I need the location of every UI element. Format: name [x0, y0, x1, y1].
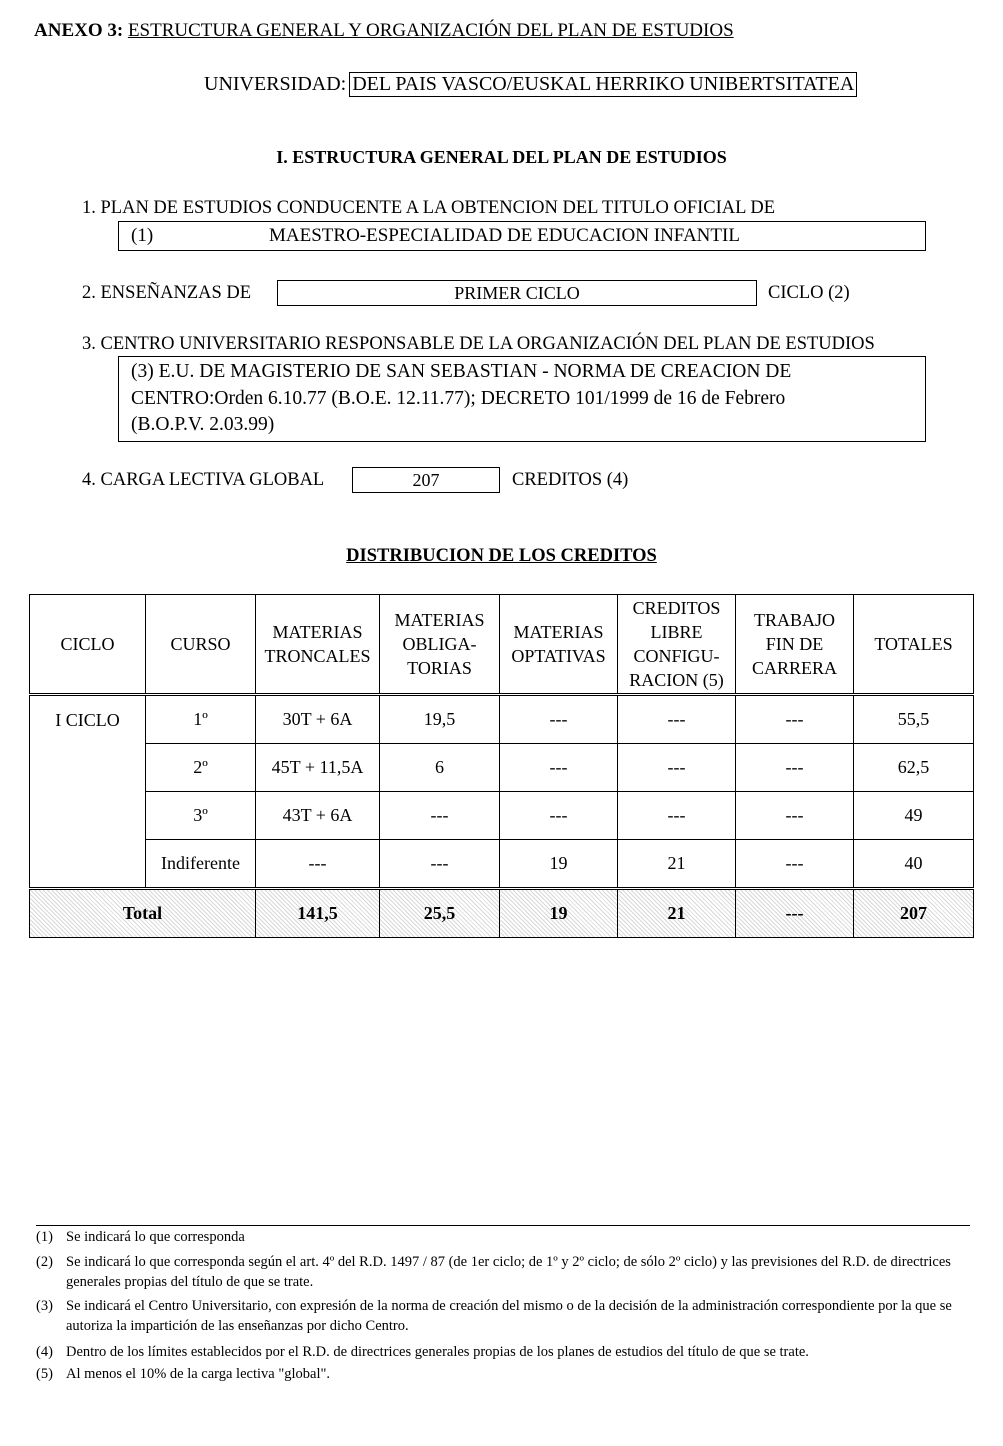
footnote-1: (1) Se indicará lo que corresponda	[36, 1229, 245, 1245]
table-cell: 19,5	[380, 695, 500, 744]
table-cell: 49	[854, 792, 974, 840]
university-line	[204, 72, 857, 97]
annex-label: ANEXO 3	[34, 20, 117, 41]
table-row	[30, 695, 974, 744]
header-optativas: MATERIAS OPTATIVAS	[500, 595, 618, 695]
table-cell: 1º	[146, 695, 256, 744]
table-cell: 21	[618, 840, 736, 889]
footnote-divider	[36, 1225, 970, 1226]
table-header-row	[30, 595, 974, 695]
table-row	[30, 792, 974, 840]
table-cell: ---	[736, 744, 854, 792]
section-title: I. ESTRUCTURA GENERAL DEL PLAN DE ESTUDIOS	[276, 147, 727, 167]
item4-suffix: CREDITOS (4)	[512, 470, 629, 490]
ciclo-cell: I CICLO	[30, 695, 146, 889]
credits-box: 207	[352, 467, 500, 493]
item2-suffix: CICLO (2)	[768, 283, 850, 303]
credits-table	[29, 594, 974, 938]
total-cell: 21	[618, 889, 736, 938]
degree-note: (1)	[131, 225, 154, 246]
table-cell: Indiferente	[146, 840, 256, 889]
total-label: Total	[30, 889, 256, 938]
total-cell: 25,5	[380, 889, 500, 938]
table-cell: ---	[500, 744, 618, 792]
table-cell: 45T + 11,5A	[256, 744, 380, 792]
university-value: DEL PAIS VASCO/EUSKAL HERRIKO UNIBERTSITATEA	[349, 72, 857, 97]
table-row	[30, 744, 974, 792]
distribution-title: DISTRIBUCION DE LOS CREDITOS	[346, 546, 657, 566]
center-line-2: CENTRO:Orden 6.10.77 (B.O.E. 12.11.77); DECRETO 101/1999 de 16 de Febrero	[131, 388, 786, 409]
item4-label: 4. CARGA LECTIVA GLOBAL	[82, 470, 325, 490]
table-cell: 40	[854, 840, 974, 889]
header-totales: TOTALES	[854, 595, 974, 695]
total-cell: ---	[736, 889, 854, 938]
table-cell: 62,5	[854, 744, 974, 792]
table-cell: ---	[736, 695, 854, 744]
table-cell: 6	[380, 744, 500, 792]
item3-label: 3. CENTRO UNIVERSITARIO RESPONSABLE DE LA ORGANIZACIÓN DEL PLAN DE ESTUDIOS	[82, 334, 875, 354]
header-trabajo-fin: TRABAJO FIN DE CARRERA	[736, 595, 854, 695]
table-cell: ---	[500, 792, 618, 840]
footnote-5: (5) Al menos el 10% de la carga lectiva "global".	[36, 1366, 331, 1382]
annex-heading: ANEXO 3: ESTRUCTURA GENERAL Y ORGANIZACIÓN DEL PLAN DE ESTUDIOS	[34, 20, 734, 41]
item2-label: 2. ENSEÑANZAS DE	[82, 283, 252, 303]
table-cell: ---	[736, 840, 854, 889]
table-cell: ---	[256, 840, 380, 889]
header-troncales: MATERIAS TRONCALES	[256, 595, 380, 695]
university-label: UNIVERSIDAD:	[204, 73, 347, 95]
table-cell: ---	[380, 792, 500, 840]
table-cell: 2º	[146, 744, 256, 792]
degree-title-value: MAESTRO-ESPECIALIDAD DE EDUCACION INFANTIL	[269, 225, 740, 246]
degree-title-box	[118, 221, 926, 251]
footnote-3: (3) Se indicará el Centro Universitario, con expresión de la norma de creación del mismo o de la decisión de la administración correspondiente por la que se autoriza la impartición de las enseñanzas por dicho Centro.	[36, 1298, 952, 1334]
table-cell: ---	[500, 695, 618, 744]
total-cell: 19	[500, 889, 618, 938]
footnote-2: (2) Se indicará lo que corresponda según el art. 4º del R.D. 1497 / 87 (de 1er ciclo; de 1º y 2º ciclo; de sólo 2º ciclo) y las previsiones del R.D. de directrices generales propias del título de que se trate.	[36, 1254, 951, 1290]
table-cell: 43T + 6A	[256, 792, 380, 840]
table-cell: 55,5	[854, 695, 974, 744]
table-cell: 3º	[146, 792, 256, 840]
table-cell: ---	[618, 792, 736, 840]
center-line-3: (B.O.P.V. 2.03.99)	[131, 414, 275, 435]
table-cell: ---	[736, 792, 854, 840]
header-obligatorias: MATERIAS OBLIGA- TORIAS	[380, 595, 500, 695]
total-cell: 207	[854, 889, 974, 938]
total-row	[30, 889, 974, 938]
table-cell: ---	[380, 840, 500, 889]
footnote-4: (4) Dentro de los límites establecidos por el R.D. de directrices generales propias de los planes de estudios del título de que se trate.	[36, 1344, 809, 1360]
table-row	[30, 840, 974, 889]
table-cell: ---	[618, 695, 736, 744]
annex-title: ESTRUCTURA GENERAL Y ORGANIZACIÓN DEL PLAN DE ESTUDIOS	[127, 20, 734, 41]
total-cell: 141,5	[256, 889, 380, 938]
item1-label: 1. PLAN DE ESTUDIOS CONDUCENTE A LA OBTENCION DEL TITULO OFICIAL DE	[82, 198, 776, 218]
table-cell: 30T + 6A	[256, 695, 380, 744]
center-line-1: (3) E.U. DE MAGISTERIO DE SAN SEBASTIAN - NORMA DE CREACION DE	[131, 361, 792, 382]
table-cell: ---	[618, 744, 736, 792]
cycle-box: PRIMER CICLO	[277, 280, 757, 306]
header-curso: CURSO	[146, 595, 256, 695]
center-box	[118, 356, 926, 442]
header-ciclo: CICLO	[30, 595, 146, 695]
table-cell: 19	[500, 840, 618, 889]
header-libre-configuracion: CREDITOS LIBRE CONFIGU- RACION (5)	[618, 595, 736, 695]
